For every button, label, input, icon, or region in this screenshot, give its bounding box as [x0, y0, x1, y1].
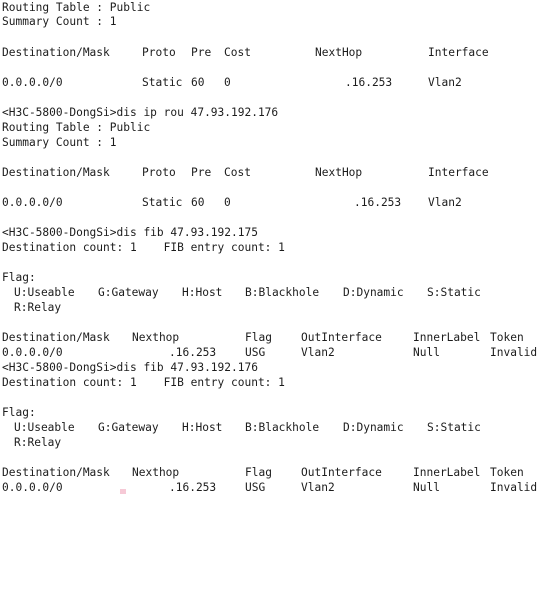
flag-relay: R:Relay	[14, 301, 62, 314]
command-line: <H3C-5800-DongSi>dis fib 47.93.192.175	[2, 226, 258, 239]
fib-destination: 0.0.0.0/0	[2, 346, 63, 359]
flag-heading: Flag:	[2, 271, 36, 284]
col-nexthop: Nexthop	[132, 466, 180, 479]
col-destination-mask: Destination/Mask	[2, 331, 110, 344]
col-cost: Cost	[224, 166, 251, 179]
flag-useable: U:Useable	[14, 421, 75, 434]
text-cursor	[120, 489, 126, 494]
fib-header-row	[2, 330, 542, 345]
col-proto: Proto	[142, 166, 176, 179]
fib-header-row	[2, 465, 542, 480]
fib-token: Invalid	[490, 481, 538, 494]
col-nexthop: NextHop	[315, 166, 363, 179]
col-destination-mask: Destination/Mask	[2, 166, 110, 179]
fib-outinterface: Vlan2	[301, 346, 335, 359]
route-destination: 0.0.0.0/0	[2, 196, 63, 209]
col-outinterface: OutInterface	[301, 331, 382, 344]
command-line: <H3C-5800-DongSi>dis ip rou 47.93.192.176	[2, 106, 279, 119]
routing-table-line: Routing Table : Public	[2, 121, 151, 134]
route-interface: Vlan2	[428, 196, 462, 209]
flag-relay: R:Relay	[14, 436, 62, 449]
destination-count-line: Destination count: 1 FIB entry count: 1	[2, 241, 285, 254]
route-proto: Static	[142, 196, 183, 209]
col-interface: Interface	[428, 166, 489, 179]
flag-dynamic: D:Dynamic	[343, 421, 404, 434]
route-row	[2, 195, 542, 210]
col-innerlabel: InnerLabel	[413, 331, 481, 344]
flag-legend-row	[2, 420, 542, 435]
col-destination-mask: Destination/Mask	[2, 466, 110, 479]
col-cost: Cost	[224, 46, 251, 59]
route-proto: Static	[142, 76, 183, 89]
col-nexthop: Nexthop	[132, 331, 180, 344]
flag-static: S:Static	[427, 421, 481, 434]
flag-blackhole: B:Blackhole	[245, 421, 320, 434]
col-proto: Proto	[142, 46, 176, 59]
summary-count-line: Summary Count : 1	[2, 136, 117, 149]
fib-row	[2, 480, 547, 495]
command-line: <H3C-5800-DongSi>dis fib 47.93.192.176	[2, 361, 258, 374]
flag-useable: U:Useable	[14, 286, 75, 299]
route-destination: 0.0.0.0/0	[2, 76, 63, 89]
route-row	[2, 75, 542, 90]
fib-nexthop: .16.253	[169, 481, 217, 494]
fib-innerlabel: Null	[413, 481, 440, 494]
fib-destination: 0.0.0.0/0	[2, 481, 63, 494]
col-nexthop: NextHop	[315, 46, 363, 59]
fib-nexthop: .16.253	[169, 346, 217, 359]
fib-token: Invalid	[490, 346, 538, 359]
flag-gateway: G:Gateway	[98, 286, 159, 299]
flag-dynamic: D:Dynamic	[343, 286, 404, 299]
col-token: Token	[490, 466, 524, 479]
flag-gateway: G:Gateway	[98, 421, 159, 434]
route-pre: 60	[191, 196, 205, 209]
flag-host: H:Host	[182, 421, 223, 434]
destination-count-line: Destination count: 1 FIB entry count: 1	[2, 376, 285, 389]
col-flag: Flag	[245, 331, 272, 344]
flag-legend-row	[2, 285, 542, 300]
flag-host: H:Host	[182, 286, 223, 299]
col-token: Token	[490, 331, 524, 344]
route-cost: 0	[224, 196, 231, 209]
col-pre: Pre	[191, 46, 212, 59]
fib-innerlabel: Null	[413, 346, 440, 359]
col-outinterface: OutInterface	[301, 466, 382, 479]
routing-table-line: Routing Table : Public	[2, 1, 151, 14]
fib-row	[2, 345, 547, 360]
fib-outinterface: Vlan2	[301, 481, 335, 494]
route-header-row	[2, 165, 542, 180]
route-nexthop: .16.253	[354, 196, 402, 209]
col-flag: Flag	[245, 466, 272, 479]
route-header-row	[2, 45, 542, 60]
col-interface: Interface	[428, 46, 489, 59]
route-pre: 60	[191, 76, 205, 89]
fib-flag: USG	[245, 346, 266, 359]
route-interface: Vlan2	[428, 76, 462, 89]
flag-static: S:Static	[427, 286, 481, 299]
flag-blackhole: B:Blackhole	[245, 286, 320, 299]
summary-count-line: Summary Count : 1	[2, 15, 117, 28]
col-pre: Pre	[191, 166, 212, 179]
route-nexthop: .16.253	[345, 76, 393, 89]
flag-heading: Flag:	[2, 406, 36, 419]
col-innerlabel: InnerLabel	[413, 466, 481, 479]
fib-flag: USG	[245, 481, 266, 494]
route-cost: 0	[224, 76, 231, 89]
col-destination-mask: Destination/Mask	[2, 46, 110, 59]
